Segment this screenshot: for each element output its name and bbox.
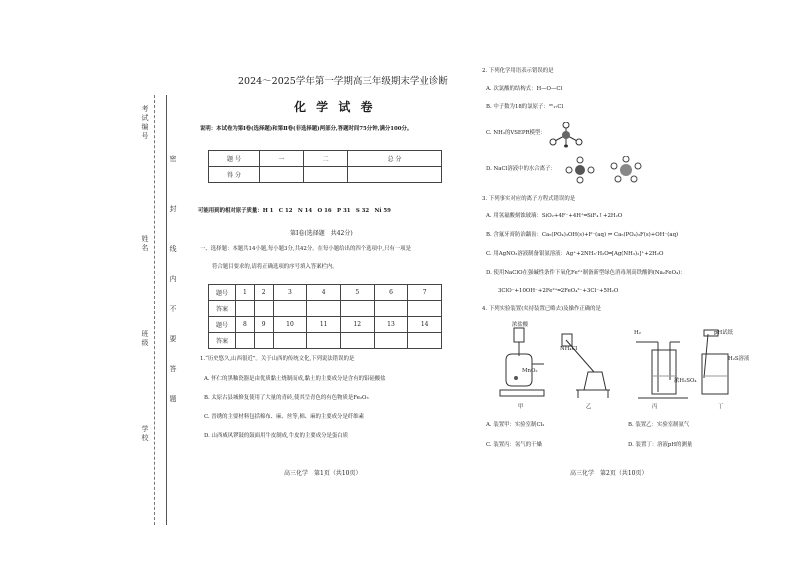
q2-option-c: C. NH₃的VSEPR模型： [486, 130, 546, 136]
q4-option-c: C. 装置丙：氢气的干燥 [486, 442, 542, 448]
label-h2: H₂ [634, 330, 641, 336]
answer-input[interactable] [273, 301, 307, 317]
page-footer-2: 高三化学 第2页（共10页） [570, 470, 648, 477]
seal-word-2: 封 [169, 205, 177, 214]
q4-option-b: B. 装置乙：实验室制氨气 [628, 422, 690, 428]
answer-input[interactable] [236, 333, 255, 349]
apparatus-bing-icon [636, 342, 688, 398]
answer-input[interactable] [340, 333, 374, 349]
label-mno2: MnO₂ [522, 368, 538, 374]
answer-num: 14 [408, 317, 442, 333]
q2-option-b: B. 中子数为18的氯原子：³⁵₁₇Cl [486, 104, 564, 110]
atomic-masses: 可能用到的相对原子质量：H 1 C 12 N 14 O 16 P 31 S 32 Ni 59 [198, 208, 391, 214]
vsepr-model-icon [548, 122, 584, 148]
q4-stem: 4. 下列实验装置(夹持装置已略去)及操作正确的是 [482, 306, 601, 312]
right-page [478, 0, 778, 562]
answer-table [208, 284, 442, 349]
hydrated-ions-icon [560, 156, 650, 184]
seal-word-7: 答 [169, 365, 177, 374]
answer-input[interactable] [307, 301, 341, 317]
answer-head: 题号 [209, 285, 236, 301]
answer-num: 8 [236, 317, 255, 333]
q1-option-b: B. 太原古县城修复使用了大量的青砖,使其呈青色的有色物质是Fe₂O₃ [204, 395, 369, 401]
exam-title: 2024～2025学年第一学期高三年级期末学业诊断 [238, 76, 448, 87]
answer-num: 9 [254, 317, 273, 333]
score-input-2[interactable] [304, 167, 348, 183]
q4-option-d: D. 装置丁：溶液pH的测量 [628, 442, 693, 448]
answer-input[interactable] [374, 333, 408, 349]
score-cell: 总 分 [348, 151, 442, 167]
q3-option-d-equation: 3ClO⁻+10OH⁻+2Fe²⁺═2FeO₄²⁻+3Cl⁻+5H₂O [498, 288, 619, 294]
q1-stem: 1.“历史悠久,山西很近”。关于山西的传统文化,下列说法错误的是 [200, 356, 355, 362]
score-input-total[interactable] [348, 167, 442, 183]
answer-num: 4 [307, 285, 341, 301]
q3-stem: 3. 下列事实对应的离子方程式错误的是 [482, 196, 576, 202]
answer-input[interactable] [273, 333, 307, 349]
exam-no-label: 考试编号 [141, 105, 149, 141]
caption-ding: 丁 [718, 404, 724, 410]
caption-yi: 乙 [586, 404, 592, 410]
answer-head: 答案 [209, 333, 236, 349]
seal-word-3: 线 [169, 245, 177, 254]
score-input-1[interactable] [260, 167, 304, 183]
seal-word-1: 密 [169, 155, 177, 164]
left-page [196, 0, 458, 562]
apparatus-jia-icon [500, 328, 544, 396]
answer-num: 7 [408, 285, 442, 301]
answer-num: 3 [273, 285, 307, 301]
answer-head: 答案 [209, 301, 236, 317]
seal-word-6: 要 [169, 335, 177, 344]
label-ph-paper: pH试纸 [714, 330, 733, 336]
answer-input[interactable] [236, 301, 255, 317]
q3-option-c: C. 用AgNO₃溶液制备银氨溶液：Ag⁺+2NH₃·H₂O═[Ag(NH₃)₂]⁺+2H₂O [486, 251, 664, 257]
answer-num: 13 [374, 317, 408, 333]
apparatus-diagram [498, 320, 748, 404]
answer-num: 10 [273, 317, 307, 333]
apparatus-ding-icon [702, 330, 728, 394]
instructions: 说明：本试卷为第Ⅰ卷(选择题)和第Ⅱ卷(非选择题)两部分,答题时间75分钟,满分100分。 [200, 126, 413, 132]
q4-option-a: A. 装置甲：实验室制Cl₂ [486, 422, 545, 428]
dashed-line [154, 95, 155, 525]
score-cell: 二 [304, 151, 348, 167]
answer-input[interactable] [408, 333, 442, 349]
label-conc-h2so4: 浓H₂SO₄ [674, 378, 697, 384]
q3-option-a: A. 用氢氟酸刻蚀玻璃：SiO₂+4F⁻+4H⁺═SiF₄↑+2H₂O [486, 213, 623, 219]
score-table [208, 150, 442, 183]
seal-word-5: 不 [169, 305, 177, 314]
q1-option-d: D. 山西威风锣鼓的鼓面用牛皮制成,牛皮的主要成分是蛋白质 [204, 433, 349, 439]
name-label: 姓名 [141, 235, 149, 253]
binding-strip [118, 95, 178, 525]
answer-num: 1 [236, 285, 255, 301]
answer-num: 2 [254, 285, 273, 301]
score-cell: 题 号 [209, 151, 260, 167]
section-intro-line2: 符合题目要求的,请将正确选项的序号填入答案栏内。 [212, 264, 338, 270]
q2-option-a: A. 次氯酸的结构式：H—O—Cl [486, 86, 563, 92]
q2-stem: 2. 下列化学用语表示错误的是 [482, 68, 554, 74]
seal-word-4: 内 [169, 275, 177, 284]
q3-option-d: D. 使用NaClO在强碱性条件下氧化Fe²⁺制备新型绿色消毒剂高铁酸钠(Na₂FeO₄)： [486, 270, 686, 276]
section-title: 第Ⅰ卷(选择题 共42分) [290, 230, 353, 237]
answer-input[interactable] [374, 301, 408, 317]
school-label: 学校 [141, 425, 149, 443]
q2-option-d: D. NaCl溶液中的水合离子： [486, 166, 556, 172]
apparatus-yi-icon [562, 334, 610, 398]
class-label: 班级 [141, 330, 149, 348]
score-cell: 一 [260, 151, 304, 167]
subject-title: 化 学 试 卷 [294, 100, 376, 114]
answer-num: 12 [340, 317, 374, 333]
answer-num: 11 [307, 317, 341, 333]
score-cell: 得 分 [209, 167, 260, 183]
caption-bing: 丙 [652, 404, 658, 410]
section-intro-line1: 一、选择题：本题共14小题,每小题3分,共42分。在每小题给出的四个选项中,只有一项是 [200, 246, 411, 252]
answer-input[interactable] [254, 333, 273, 349]
label-nh4cl: NH₄Cl [560, 346, 578, 352]
q1-option-a: A. 怀仁的黑釉瓷器是由优质黏土烧制而成,黏土的主要成分是含有的铝硅酸盐 [204, 376, 386, 382]
label-h2s-solution: H₂S溶液 [728, 356, 750, 362]
answer-input[interactable] [408, 301, 442, 317]
q3-option-b: B. 含氟牙膏防治龋齿：Ca₅(PO₄)₃OH(s)+F⁻(aq) ⇌ Ca₅(PO₄)₃F(s)+OH⁻(aq) [486, 232, 679, 238]
caption-jia: 甲 [518, 404, 524, 410]
answer-input[interactable] [254, 301, 273, 317]
seal-line [166, 95, 167, 525]
q1-option-c: C. 晋绣的主要材料包括棉布、麻、丝等,棉、麻的主要成分是纤维素 [204, 414, 365, 420]
answer-num: 6 [374, 285, 408, 301]
answer-head: 题号 [209, 317, 236, 333]
seal-word-8: 题 [169, 395, 177, 404]
answer-input[interactable] [340, 301, 374, 317]
answer-num: 5 [340, 285, 374, 301]
label-conc-hcl: 浓盐酸 [512, 322, 529, 328]
answer-input[interactable] [307, 333, 341, 349]
page-footer-1: 高三化学 第1页（共10页） [284, 470, 362, 477]
